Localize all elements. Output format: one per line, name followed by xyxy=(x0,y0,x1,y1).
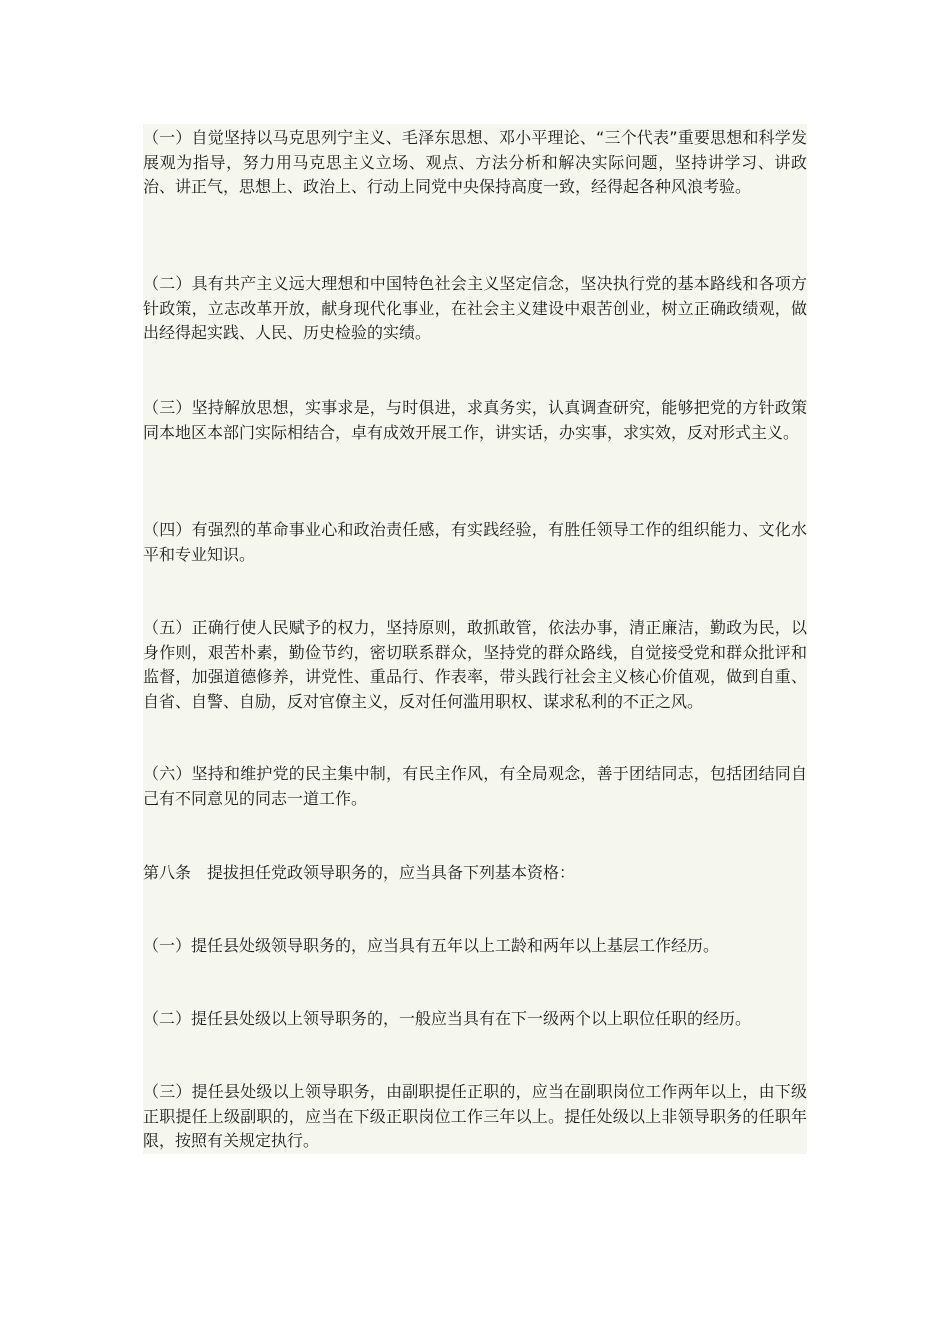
paragraph-1: （一）自觉坚持以马克思列宁主义、毛泽东思想、邓小平理论、“三个代表”重要思想和科学发展观为指导，努力用马克思主义立场、观点、方法分析和解决实际问题，坚持讲学习、讲政治、讲正气，思想上、政治上、行动上同党中央保持高度一致，经得起各种风浪考验。 xyxy=(143,128,807,196)
paragraph-3: （三）坚持解放思想，实事求是，与时俱进，求真务实，认真调查研究，能够把党的方针政策同本地区本部门实际相结合，卓有成效开展工作，讲实话，办实事，求实效，反对形式主义。 xyxy=(143,398,807,442)
paragraph-5: （五）正确行使人民赋予的权力，坚持原则，敢抓敢管，依法办事，清正廉洁，勤政为民，以身作则，艰苦朴素，勤俭节约，密切联系群众，坚持党的群众路线，自觉接受党和群众批评和监督，加强道德修养，讲党性、重品行、作表率，带头践行社会主义核心价值观，做到自重、自省、自警、自励，反对官僚主义，反对任何滥用职权、谋求私利的不正之风。 xyxy=(143,618,807,711)
paragraph-2: （二）具有共产主义远大理想和中国特色社会主义坚定信念，坚决执行党的基本路线和各项方针政策，立志改革开放，献身现代化事业，在社会主义建设中艰苦创业，树立正确政绩观，做出经得起实践、人民、历史检验的实绩。 xyxy=(143,274,807,342)
document-body xyxy=(143,124,807,1154)
article-8-heading: 第八条 提拔担任党政领导职务的，应当具备下列基本资格： xyxy=(143,863,576,882)
paragraph-8-2: （二）提任县处级以上领导职务的，一般应当具有在下一级两个以上职位任职的经历。 xyxy=(143,1009,752,1028)
paragraph-6: （六）坚持和维护党的民主集中制，有民主作风，有全局观念，善于团结同志，包括团结同自己有不同意见的同志一道工作。 xyxy=(143,764,807,808)
paragraph-8-1: （一）提任县处级领导职务的，应当具有五年以上工龄和两年以上基层工作经历。 xyxy=(143,936,720,955)
paragraph-8-3: （三）提任县处级以上领导职务，由副职提任正职的，应当在副职岗位工作两年以上，由下级正职提任上级副职的，应当在下级正职岗位工作三年以上。提任处级以上非领导职务的任职年限，按照有关规定执行。 xyxy=(143,1082,807,1150)
paragraph-4: （四）有强烈的革命事业心和政治责任感，有实践经验，有胜任领导工作的组织能力、文化水平和专业知识。 xyxy=(143,520,807,564)
